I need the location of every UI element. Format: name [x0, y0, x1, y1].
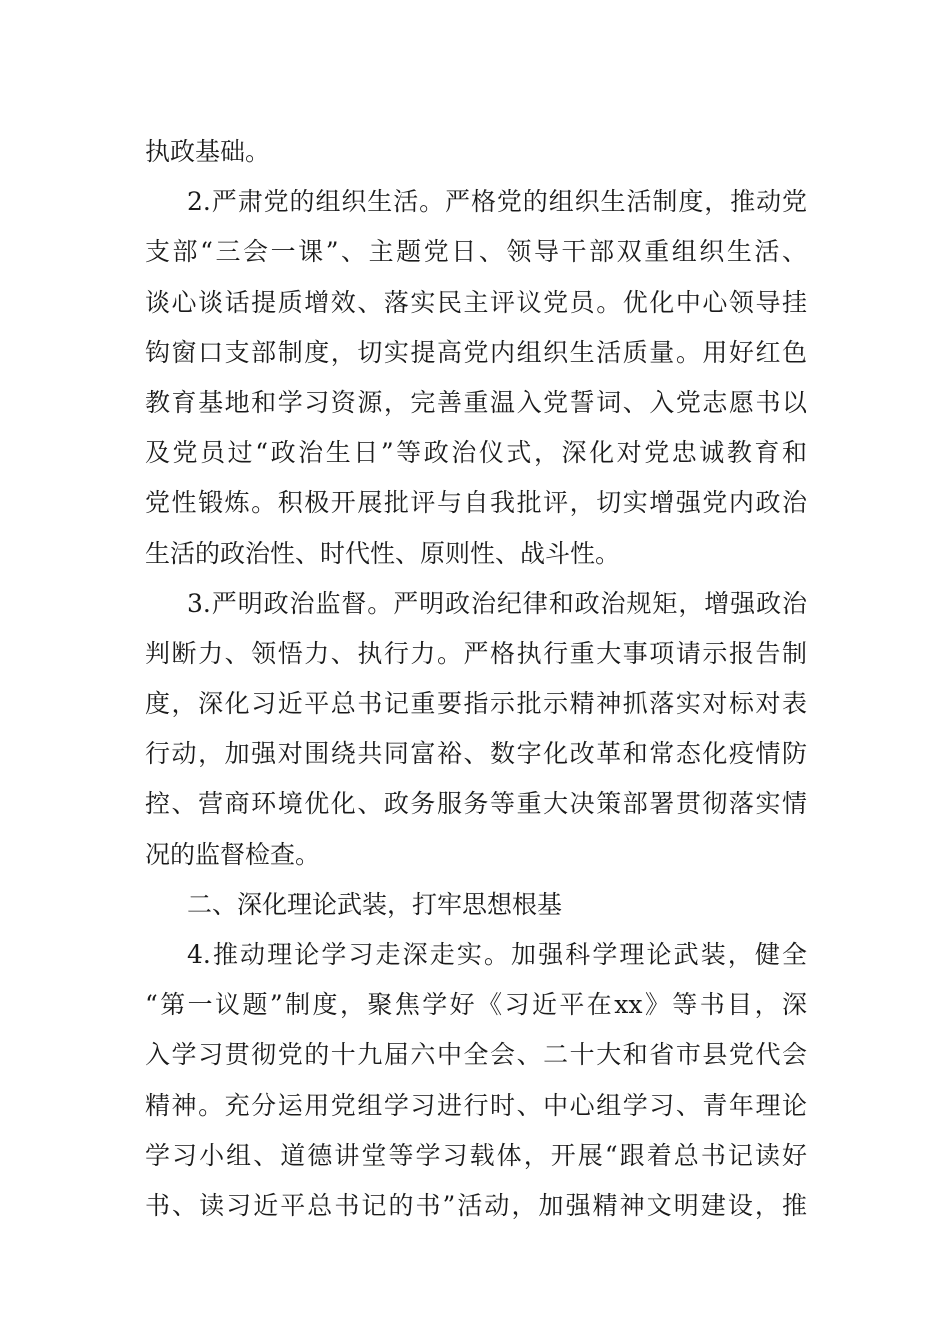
- paragraph-line: 党性锻炼。积极开展批评与自我批评，切实增强党内政治: [145, 488, 807, 518]
- paragraph-line: 精神。充分运用党组学习进行时、中心组学习、青年理论: [145, 1090, 807, 1120]
- paragraph-line: 入学习贯彻党的十九届六中全会、二十大和省市县党代会: [145, 1040, 807, 1070]
- paragraph-line: 况的监督检查。: [145, 839, 321, 869]
- paragraph-line: 支部“三会一课”、主题党日、领导干部双重组织生活、: [145, 237, 807, 267]
- paragraph-line: 行动，加强对围绕共同富裕、数字化改革和常态化疫情防: [145, 739, 807, 769]
- paragraph-line: 及党员过“政治生日”等政治仪式，深化对党忠诚教育和: [145, 438, 807, 468]
- section-item-heading-line: 3.严明政治监督。严明政治纪律和政治规矩，增强政治: [187, 588, 807, 618]
- paragraph-line: 生活的政治性、时代性、原则性、战斗性。: [145, 538, 621, 568]
- paragraph-line: 执政基础。: [145, 137, 271, 166]
- paragraph-line: 教育基地和学习资源，完善重温入党誓词、入党志愿书以: [145, 387, 807, 417]
- section-item-heading-line: 4.推动理论学习走深走实。加强科学理论武装，健全: [187, 940, 807, 969]
- paragraph-line: 书、读习近平总书记的书”活动，加强精神文明建设，推: [145, 1190, 807, 1220]
- paragraph-line: 判断力、领悟力、执行力。严格执行重大事项请示报告制: [145, 638, 807, 668]
- section-heading: 二、深化理论武装，打牢思想根基: [187, 889, 563, 919]
- paragraph-line: 度，深化习近平总书记重要指示批示精神抓落实对标对表: [145, 689, 807, 719]
- section-item-heading-line: 2.严肃党的组织生活。严格党的组织生活制度，推动党: [187, 187, 807, 217]
- paragraph-line: 钩窗口支部制度，切实提高党内组织生活质量。用好红色: [145, 337, 807, 367]
- paragraph-line: “第一议题”制度，聚焦学好《习近平在xx》等书目，深: [145, 990, 807, 1020]
- document-body: [145, 127, 807, 1231]
- paragraph-line: 控、营商环境优化、政务服务等重大决策部署贯彻落实情: [145, 789, 807, 819]
- paragraph-line: 谈心谈话提质增效、落实民主评议党员。优化中心领导挂: [145, 287, 807, 317]
- paragraph-line: 学习小组、道德讲堂等学习载体，开展“跟着总书记读好: [145, 1140, 807, 1170]
